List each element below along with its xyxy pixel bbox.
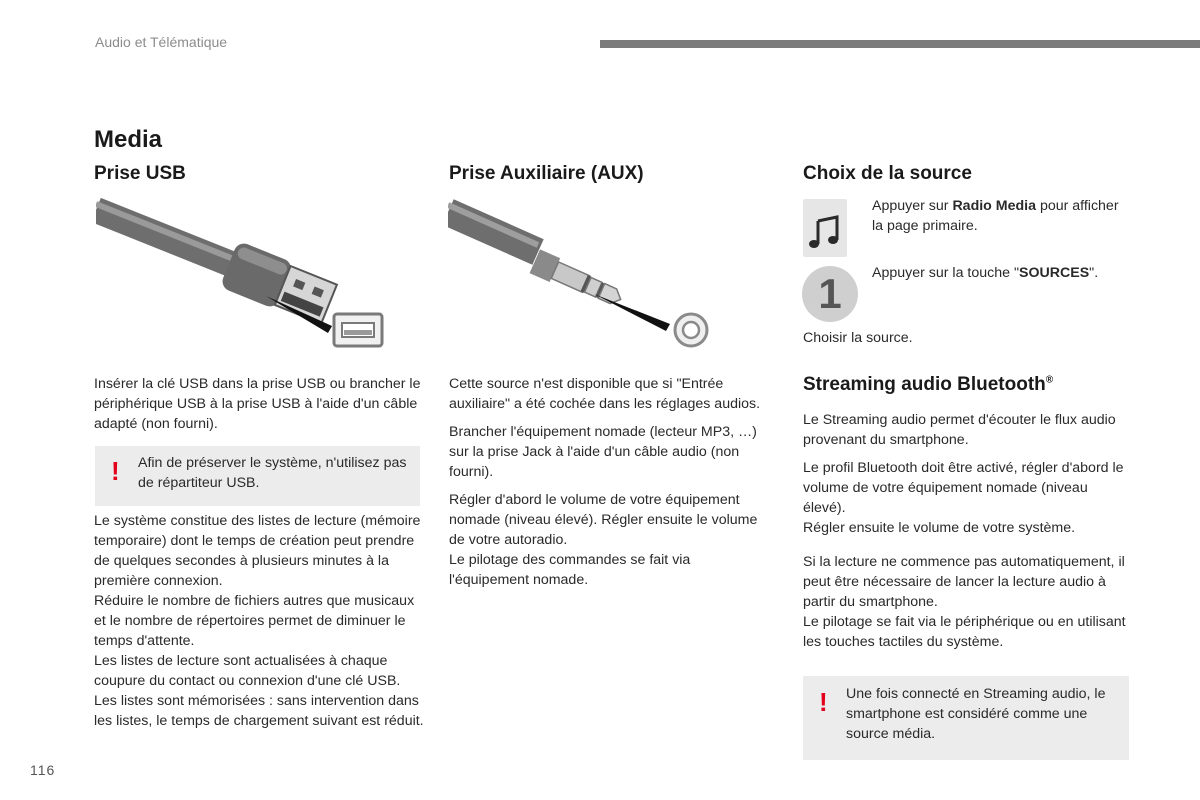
- music-note-icon: [803, 199, 847, 257]
- page-number: 116: [30, 762, 56, 778]
- jack-plug-illustration: [448, 196, 728, 351]
- source-step1-bold: Radio Media: [952, 198, 1036, 214]
- source-step2-bold: SOURCES: [1019, 265, 1090, 281]
- bluetooth-p3a: Si la lecture ne commence pas automatiquement, il peut être nécessaire de lancer la lecture audio à partir du smartphone.: [803, 554, 1125, 610]
- warning-icon: !: [819, 687, 828, 717]
- aux-p3a: Régler d'abord le volume de votre équipement nomade (niveau élevé). Régler ensuite le volume de votre autoradio.: [449, 492, 758, 548]
- usb-warning-text: Afin de préserver le système, n'utilisez pas de répartiteur USB.: [138, 455, 407, 491]
- aux-heading: Prise Auxiliaire (AUX): [449, 163, 644, 184]
- aux-text: [449, 374, 774, 590]
- source-step1-post: pour afficher la page primaire.: [872, 198, 1119, 234]
- bluetooth-p1: Le Streaming audio permet d'écouter le flux audio provenant du smartphone.: [803, 412, 1116, 448]
- source-step2-pre: Appuyer sur la touche ": [872, 265, 1019, 281]
- usb-plug-illustration: [96, 196, 396, 351]
- aux-p1: Cette source n'est disponible que si "Entrée auxiliaire" a été cochée dans les réglages audios.: [449, 376, 761, 412]
- radio-media-button: [803, 199, 847, 257]
- usb-body: [94, 511, 424, 731]
- warning-icon: !: [111, 456, 120, 486]
- step-number-badge: 1: [802, 266, 858, 322]
- bluetooth-heading: [803, 374, 1053, 396]
- bluetooth-p2b: Régler ensuite le volume de votre système.: [803, 520, 1076, 536]
- aux-p3b: Le pilotage des commandes se fait via l'équipement nomade.: [449, 552, 691, 588]
- choose-source-text: Choisir la source.: [803, 330, 913, 346]
- bluetooth-warning-text: Une fois connecté en Streaming audio, le smartphone est considéré comme une source média.: [846, 686, 1106, 742]
- usb-body-p2: Réduire le nombre de fichiers autres que musicaux et le nombre de répertoires permet de diminuer le temps d'attente.: [94, 593, 415, 649]
- source-step2: [872, 263, 1132, 283]
- source-step1: [872, 196, 1122, 236]
- bluetooth-heading-text: Streaming audio Bluetooth: [803, 374, 1046, 395]
- source-heading: Choix de la source: [803, 163, 972, 184]
- usb-body-p1: Le système constitue des listes de lecture (mémoire temporaire) dont le temps de création peut prendre de quelques secondes à plusieurs minutes à la première connexion.: [94, 513, 421, 589]
- usb-intro: Insérer la clé USB dans la prise USB ou brancher le périphérique USB à la prise USB à l'aide d'un câble adapté (non fourni).: [94, 376, 421, 432]
- bluetooth-text: [803, 410, 1133, 652]
- aux-p2: Brancher l'équipement nomade (lecteur MP3, …) sur la prise Jack à l'aide d'un câble audio (non fourni).: [449, 424, 757, 480]
- header-bar: [600, 40, 1200, 48]
- source-step2-post: ".: [1089, 265, 1099, 281]
- section-title: Audio et Télématique: [95, 34, 228, 50]
- page-title: Media: [94, 126, 163, 153]
- registered-mark: ®: [1045, 374, 1054, 386]
- bluetooth-p3b: Le pilotage se fait via le périphérique ou en utilisant les touches tactiles du système.: [803, 614, 1126, 650]
- usb-body-p3: Les listes de lecture sont actualisées à chaque coupure du contact ou connexion d'une clé USB. Les listes sont mémorisées : sans intervention dans les listes, le temps de chargement suivant est réduit.: [94, 653, 424, 729]
- source-step1-pre: Appuyer sur: [872, 198, 953, 214]
- bluetooth-p2a: Le profil Bluetooth doit être activé, régler d'abord le volume de votre équipement nomade (niveau élevé).: [803, 460, 1124, 516]
- usb-warning-box: [95, 446, 420, 506]
- usb-heading: Prise USB: [94, 163, 186, 184]
- bluetooth-warning-box: [803, 676, 1129, 760]
